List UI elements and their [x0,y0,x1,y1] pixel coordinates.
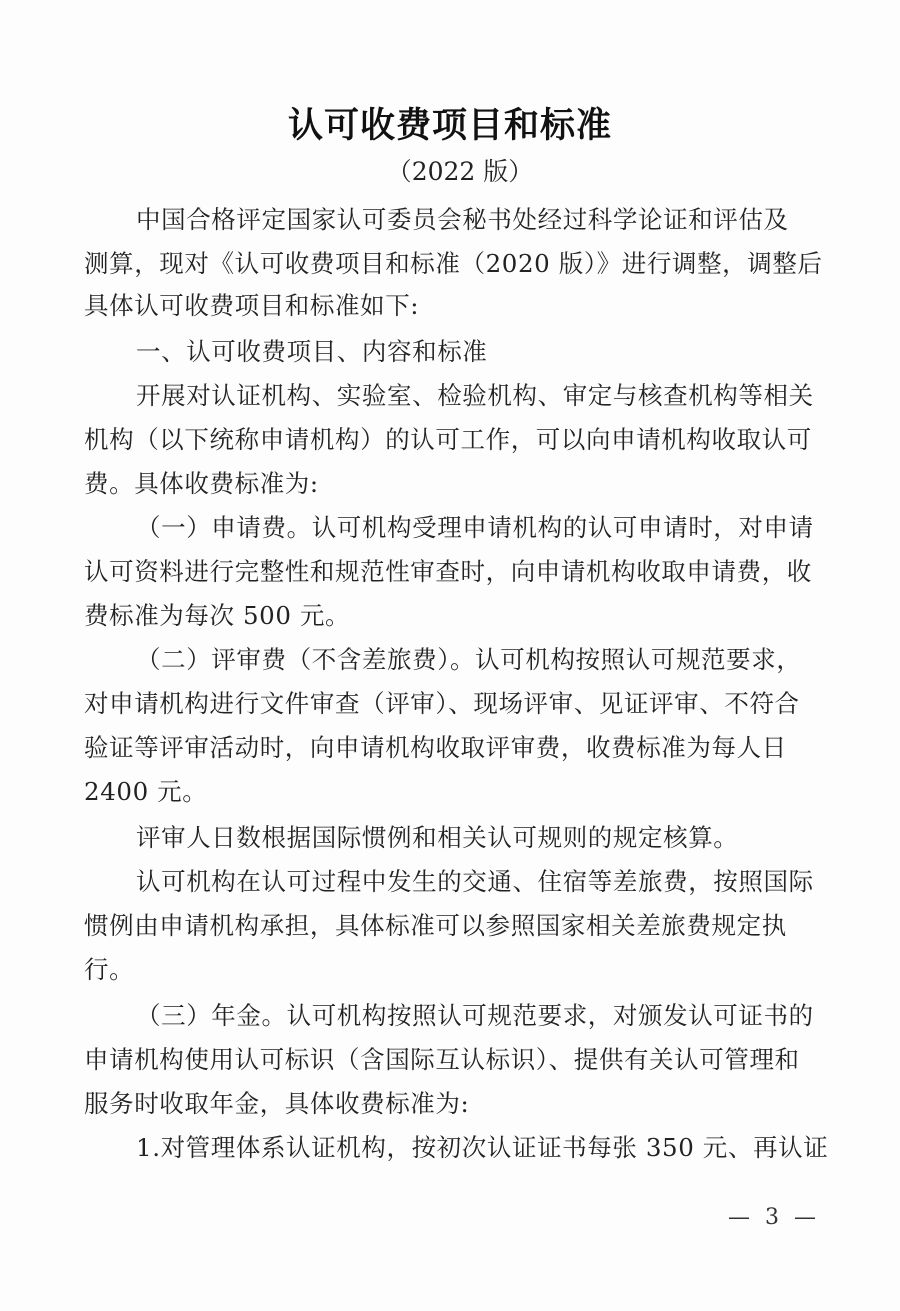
paragraph-line: 申请机构使用认可标识（含国际互认标识）、提供有关认可管理和 [84,1045,800,1074]
paragraph-line: （一）申请费。认可机构受理申请机构的认可申请时，对申请 [136,513,814,542]
paragraph-line: 服务时收取年金，具体收费标准为: [84,1089,470,1118]
document-title: 认可收费项目和标准 [287,105,612,146]
paragraph-line: 费。具体收费标准为: [84,469,319,498]
paragraph-line: 对申请机构进行文件审查（评审）、现场评审、见证评审、不符合 [84,689,800,718]
paragraph-line: 2400 元。 [84,777,208,806]
paragraph-line: 行。 [84,955,135,984]
paragraph-line: 中国合格评定国家认可委员会秘书处经过科学论证和评估及 [136,205,789,234]
paragraph-line: 测算，现对《认可收费项目和标准（2020 版）》进行调整，调整后 [84,249,823,278]
paragraph-line: 认可机构在认可过程中发生的交通、住宿等差旅费，按照国际 [136,867,814,896]
paragraph-line: 开展对认证机构、实验室、检验机构、审定与核查机构等相关 [136,381,814,410]
paragraph-line: （二）评审费（不含差旅费）。认可机构按照认可规范要求， [136,645,802,674]
paragraph-line: 费标准为每次 500 元。 [84,601,351,630]
paragraph-line: （三）年金。认可机构按照认可规范要求，对颁发认可证书的 [136,1001,814,1030]
paragraph-line: 1.对管理体系认证机构，按初次认证证书每张 350 元、再认证 [136,1133,829,1162]
paragraph-line: 认可资料进行完整性和规范性审查时，向申请机构收取申请费，收 [84,557,812,586]
paragraph-line: 验证等评审活动时，向申请机构收取评审费，收费标准为每人日 [84,733,787,762]
paragraph-line: 具体认可收费项目和标准如下: [84,291,420,320]
paragraph-line: 惯例由申请机构承担，具体标准可以参照国家相关差旅费规定执 [84,911,787,940]
document-subtitle: （2022 版） [386,157,534,186]
paragraph-line: 机构（以下统称申请机构）的认可工作，可以向申请机构收取认可 [84,425,812,454]
paragraph-line: 评审人日数根据国际惯例和相关认可规则的规定核算。 [136,823,739,852]
page-number: — 3 — [728,1205,820,1230]
section-heading: 一、认可收费项目、内容和标准 [136,337,488,366]
